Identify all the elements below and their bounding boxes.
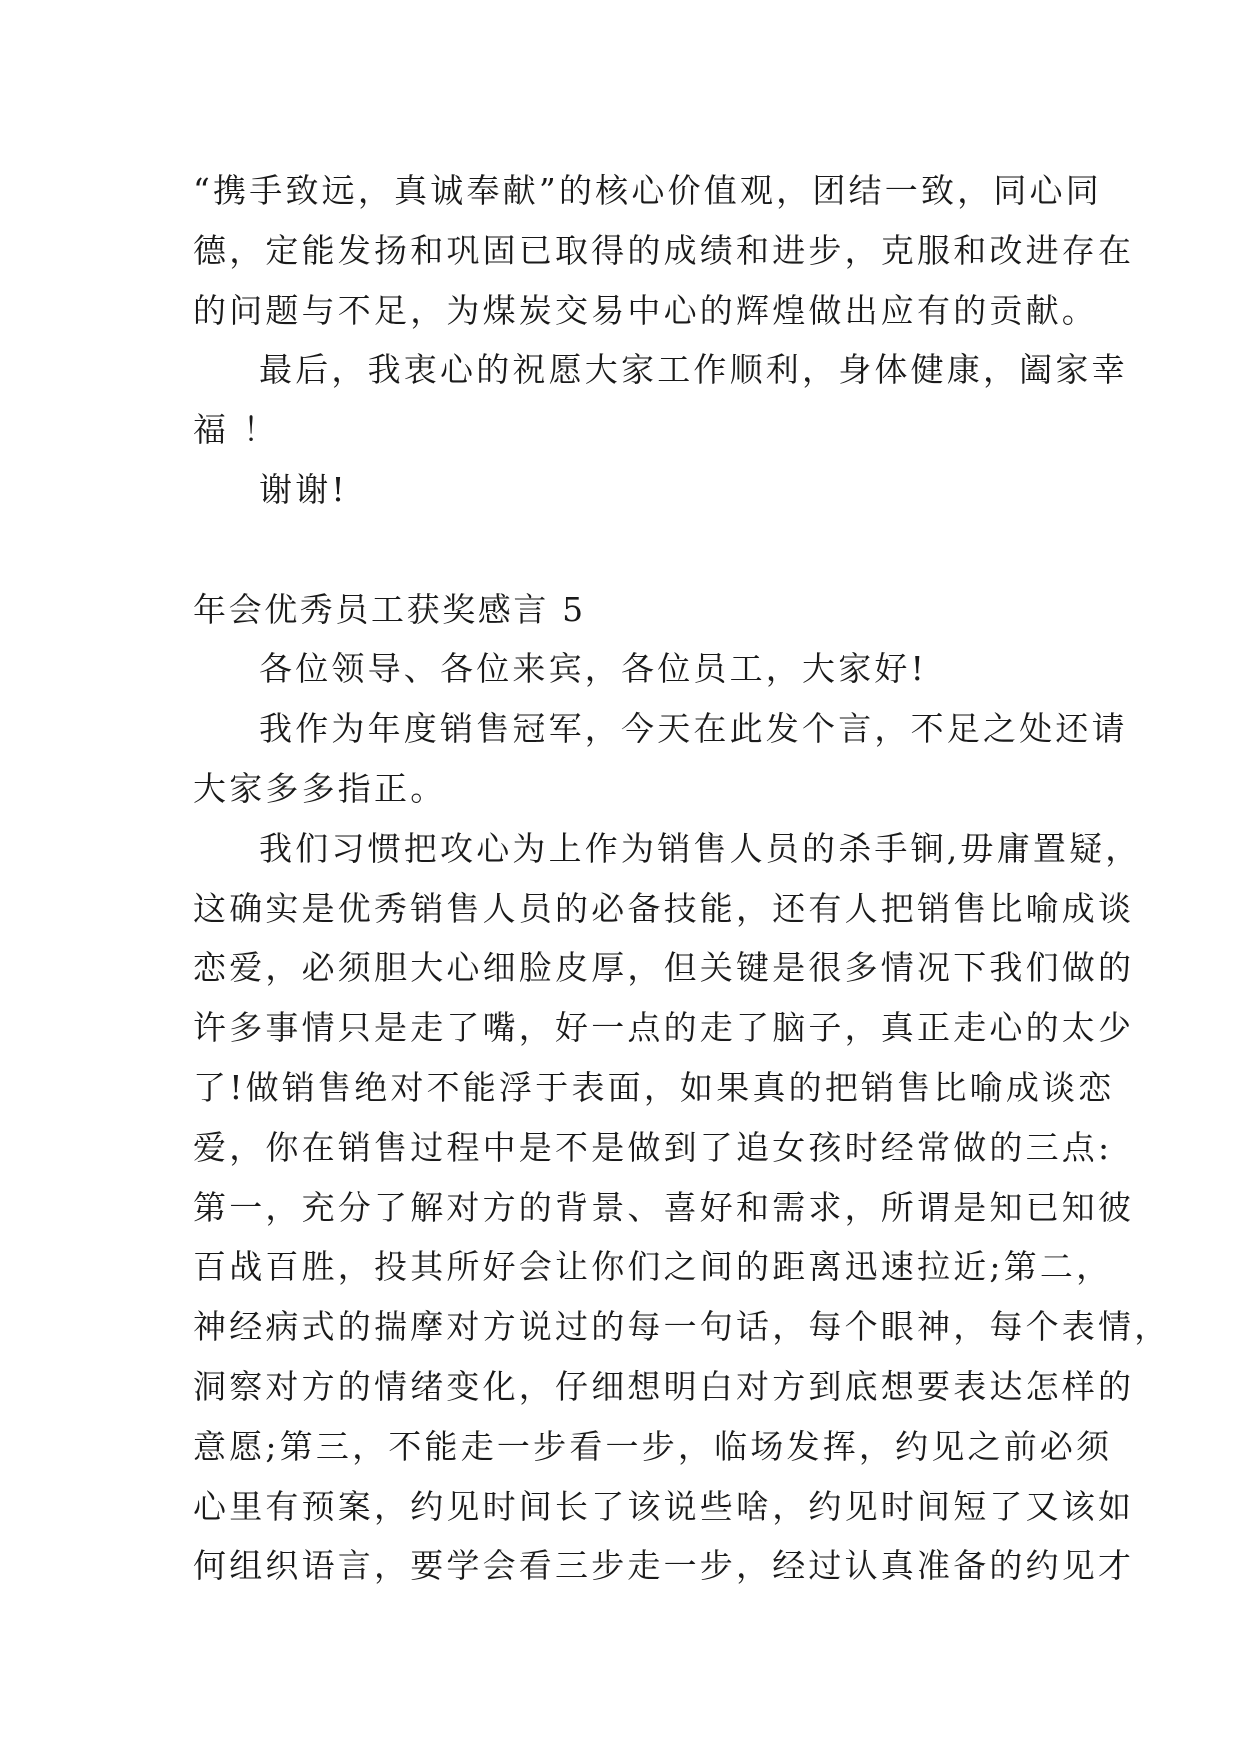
paragraph-line: 意愿;第三，不能走一步看一步，临场发挥，约见之前必须 (193, 1426, 1113, 1466)
paragraph-line: 第一，充分了解对方的背景、喜好和需求，所谓是知已知彼 (193, 1187, 1135, 1227)
paragraph-line: 爱，你在销售过程中是不是做到了追女孩时经常做的三点: (193, 1127, 1113, 1167)
blank-line (193, 520, 1053, 580)
paragraph-line: 神经病式的揣摩对方说过的每一句话，每个眼神，每个表情， (193, 1307, 1171, 1347)
paragraph-line: 我作为年度销售冠军，今天在此发个言，不足之处还请 (259, 709, 1128, 749)
paragraph-line: 最后，我衷心的祝愿大家工作顺利，身体健康，阖家幸 (259, 350, 1128, 390)
paragraph-line: 德，定能发扬和巩固已取得的成绩和进步，克服和改进存在 (193, 230, 1135, 270)
paragraph-line: 这确实是优秀销售人员的必备技能，还有人把销售比喻成谈 (193, 888, 1135, 928)
section-heading: 年会优秀员工获奖感言 5 (193, 589, 586, 629)
document-body (193, 161, 1171, 1596)
paragraph-line: 百战百胜，投其所好会让你们之间的距离迅速拉近;第二， (193, 1247, 1113, 1287)
paragraph-line: 心里有预案，约见时间长了该说些啥，约见时间短了又该如 (193, 1486, 1135, 1526)
paragraph-line: 许多事情只是走了嘴，好一点的走了脑子，真正走心的太少 (193, 1008, 1135, 1048)
paragraph-line: 我们习惯把攻心为上作为销售人员的杀手锏,毋庸置疑， (259, 828, 1142, 868)
paragraph-line: “携手致远，真诚奉献”的核心价值观，团结一致，同心同 (193, 171, 1102, 210)
paragraph-line: 各位领导、各位来宾，各位员工，大家好! (259, 649, 928, 689)
paragraph-line: 恋爱，必须胆大心细脸皮厚，但关键是很多情况下我们做的 (193, 948, 1135, 988)
paragraph-line: 福 ！ (193, 410, 280, 450)
paragraph-line: 何组织语言，要学会看三步走一步，经过认真准备的约见才 (193, 1546, 1135, 1586)
paragraph-line: 谢谢! (259, 469, 348, 509)
paragraph-line: 的问题与不足，为煤炭交易中心的辉煌做出应有的贡献。 (193, 290, 1098, 330)
paragraph-line: 了!做销售绝对不能浮于表面，如果真的把销售比喻成谈恋 (193, 1067, 1115, 1107)
paragraph-line: 洞察对方的情绪变化，仔细想明白对方到底想要表达怎样的 (193, 1366, 1135, 1406)
paragraph-line: 大家多多指正。 (193, 768, 447, 808)
